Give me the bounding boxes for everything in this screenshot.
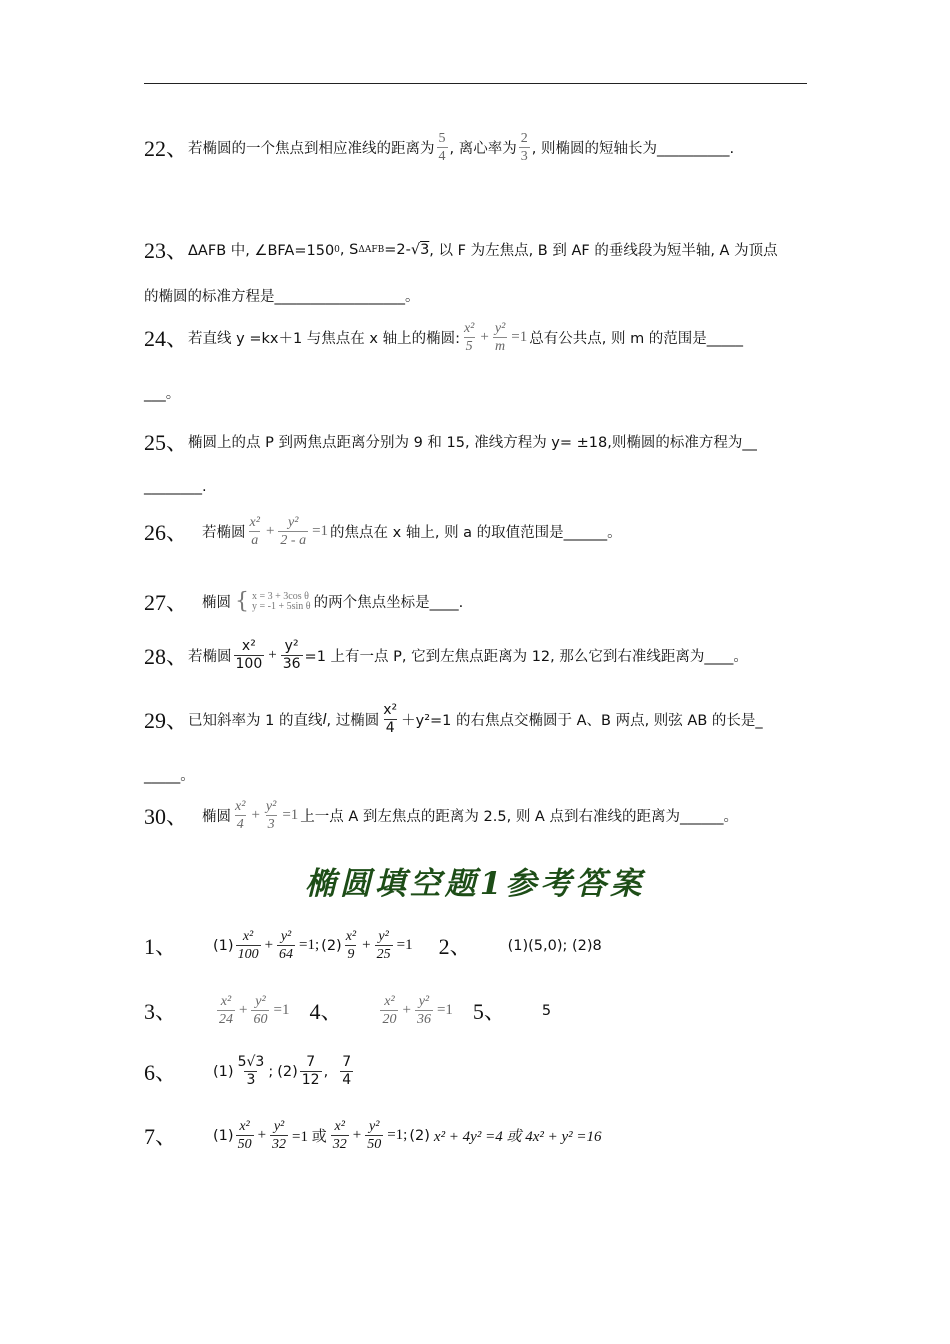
answer-part-label: (2)	[321, 937, 342, 954]
answers-title: 椭圆填空题1参考答案	[304, 866, 646, 902]
parametric-system: x = 3 + 3cos θ y = -1 + 5sin θ	[252, 590, 311, 612]
plus-sign: +	[480, 329, 489, 345]
area-subscript: ΔAFB	[358, 244, 385, 255]
fraction: $\frac{\text{y²}}{32}$	[272, 1119, 287, 1152]
fraction: $\frac{\text{x²}}{100}$	[237, 929, 259, 962]
question-text: 总有公共点, 则 m 的范围是_____	[529, 331, 744, 347]
header-rule	[144, 83, 807, 84]
question-24-cont	[144, 382, 180, 403]
equation-rhs: =1	[273, 1002, 290, 1018]
fraction: $\frac{\text{x²}}{5}$	[463, 321, 475, 354]
question-text: 若椭圆	[188, 649, 232, 665]
question-24	[144, 320, 743, 355]
question-text: , S	[339, 241, 359, 258]
fraction: $\frac{7}{12}$	[301, 1054, 320, 1088]
equation-rhs: =1;	[299, 937, 320, 953]
question-text: 若椭圆	[202, 525, 246, 541]
brace-symbol: {	[235, 589, 250, 614]
equation-rhs: =1	[511, 329, 528, 345]
question-23	[144, 234, 778, 265]
fraction: $\frac{\text{y²}}{3}$	[265, 799, 277, 832]
plus-sign: +	[239, 1002, 248, 1018]
answer-1	[144, 928, 602, 963]
separator: ,	[323, 1063, 329, 1080]
fraction: $\frac{\text{y²}}{m}$	[494, 321, 506, 354]
answer-number: 3、	[144, 999, 178, 1024]
question-number: 28、	[144, 644, 189, 669]
fraction: $\frac{\text{x²}}{32}$	[332, 1119, 347, 1152]
fraction: $\frac{\text{x²}}{50}$	[237, 1119, 252, 1152]
answer-text: 5	[541, 1002, 552, 1019]
question-number: 29、	[144, 708, 189, 733]
plus-sign: +	[251, 807, 260, 823]
question-text: ΔAFB 中, ∠BFA=150	[188, 243, 335, 259]
answer-number: 6、	[144, 1060, 178, 1085]
fraction: $\frac{5√3}{3}$	[237, 1054, 265, 1088]
plus-sign: +	[352, 1127, 362, 1143]
question-28	[144, 638, 748, 673]
question-23-cont	[144, 285, 420, 306]
question-text: ___。	[144, 386, 181, 402]
question-text: 椭圆	[202, 809, 232, 825]
question-text: 若椭圆的一个焦点到相应准线的距离为	[188, 141, 435, 157]
plus-sign: +	[264, 937, 274, 953]
question-text: 已知斜率为 1 的直线	[188, 713, 323, 729]
question-number: 27、	[144, 590, 189, 615]
question-26	[144, 514, 622, 549]
plus-sign: +	[268, 647, 277, 663]
answer-number: 1、	[144, 934, 178, 959]
sqrt-value: 3	[420, 241, 430, 258]
question-text: , 离心率为	[449, 141, 517, 157]
answer-6	[144, 1054, 355, 1089]
answer-number: 4、	[309, 999, 343, 1024]
fraction: $\frac{\text{y²}}{25}$	[376, 929, 391, 962]
fraction: $\frac{\text{x²}}{24}$	[219, 994, 234, 1027]
question-number: 30、	[144, 804, 189, 829]
answer-number: 5、	[472, 999, 506, 1024]
question-25-cont	[144, 479, 207, 495]
fraction: $\frac{\text{x²}}{100}$	[235, 638, 263, 672]
fraction: $\frac{\text{x²}}{a}$	[249, 515, 260, 548]
answer-part-label: (1)	[213, 1127, 234, 1144]
question-text: 若直线 y =kx＋1 与焦点在 x 轴上的椭圆:	[188, 331, 460, 347]
fraction: $\frac{\text{x²}}{9}$	[345, 929, 357, 962]
fraction: $\frac{\text{x²}}{4}$	[383, 702, 398, 736]
question-text: =1 上有一点 P, 它到左焦点距离为 12, 那么它到右准线距离为____。	[304, 649, 748, 665]
question-text: , 以 F 为左焦点, B 到 AF 的垂线段为短半轴, A 为顶点	[429, 243, 778, 259]
fraction: $\frac{\text{x²}}{20}$	[382, 994, 397, 1027]
question-25	[144, 426, 757, 457]
fraction: $\frac{\text{y²}}{64}$	[279, 929, 294, 962]
question-text: ＋y²=1 的右焦点交椭圆于 A、B 两点, 则弦 AB 的长是_	[401, 713, 763, 729]
answer-equation: x² + 4y² =4 或 4x² + y² =16	[433, 1129, 602, 1145]
question-text: , 过椭圆	[326, 713, 380, 729]
fraction: $\frac{\text{x²}}{4}$	[235, 799, 246, 832]
answer-number: 2、	[438, 934, 472, 959]
plus-sign: +	[257, 1127, 267, 1143]
question-number: 25、	[144, 430, 189, 455]
plus-sign: +	[362, 937, 371, 953]
answer-number: 7、	[144, 1124, 178, 1149]
question-30	[144, 798, 738, 833]
question-text: 椭圆	[202, 595, 232, 611]
equation-rhs: =1	[396, 937, 413, 953]
question-number: 24、	[144, 326, 189, 351]
fraction: $\frac{7}{4}$	[342, 1054, 352, 1088]
degree-sup: 0	[334, 244, 340, 255]
question-text: 上一点 A 到左焦点的距离为 2.5, 则 A 点到右准线的距离为______。	[300, 809, 738, 825]
fraction: $\frac{\text{y²}}{50}$	[367, 1119, 382, 1152]
sqrt-symbol: √	[410, 241, 421, 258]
question-number: 26、	[144, 520, 189, 545]
question-27	[144, 586, 463, 617]
question-text: 的两个焦点坐标是____.	[313, 595, 464, 611]
question-29-cont	[144, 764, 195, 785]
answer-part-label: (1)	[213, 937, 234, 954]
question-text: 椭圆上的点 P 到两焦点距离分别为 9 和 15, 准线方程为 y= ±18,则椭圆的标准方程为__	[188, 435, 757, 451]
question-29	[144, 702, 763, 737]
equation-rhs: =1 或	[292, 1129, 327, 1145]
question-text: 的焦点在 x 轴上, 则 a 的取值范围是______。	[330, 525, 622, 541]
plus-sign: +	[265, 523, 275, 539]
fraction: $\frac{5}{4}$	[438, 131, 446, 164]
fraction: $\frac{\text{y²}}{2 - a}$	[280, 515, 307, 548]
answer-7	[144, 1118, 604, 1153]
answer-part-label: (2)	[409, 1127, 430, 1144]
equation-rhs: =1;	[387, 1127, 408, 1143]
fraction: $\frac{\text{y²}}{36}$	[416, 994, 431, 1027]
fraction: $\frac{\text{y²}}{60}$	[253, 994, 268, 1027]
question-text: , 则椭圆的短轴长为__________.	[531, 141, 735, 157]
equation-rhs: =1	[312, 523, 329, 539]
question-number: 23、	[144, 238, 189, 263]
equation-rhs: =1	[436, 1002, 453, 1018]
question-text: ________.	[144, 479, 207, 495]
fraction: $\frac{2}{3}$	[520, 131, 528, 164]
answer-part-label: (1)	[213, 1063, 234, 1080]
equation-rhs: =1	[282, 807, 299, 823]
line-symbol: l	[322, 711, 327, 728]
plus-sign: +	[402, 1002, 411, 1018]
answer-part-label: (2)	[277, 1063, 298, 1080]
question-text: =2-	[384, 241, 411, 258]
separator: ;	[268, 1063, 274, 1080]
question-text: _____。	[144, 768, 195, 784]
question-text: 的椭圆的标准方程是__________________。	[144, 289, 420, 305]
fraction: $\frac{\text{y²}}{36}$	[282, 638, 301, 672]
answer-text: (1)(5,0); (2)8	[507, 937, 602, 954]
answer-3-5	[144, 993, 551, 1028]
question-number: 22、	[144, 136, 189, 161]
question-22	[144, 130, 734, 165]
